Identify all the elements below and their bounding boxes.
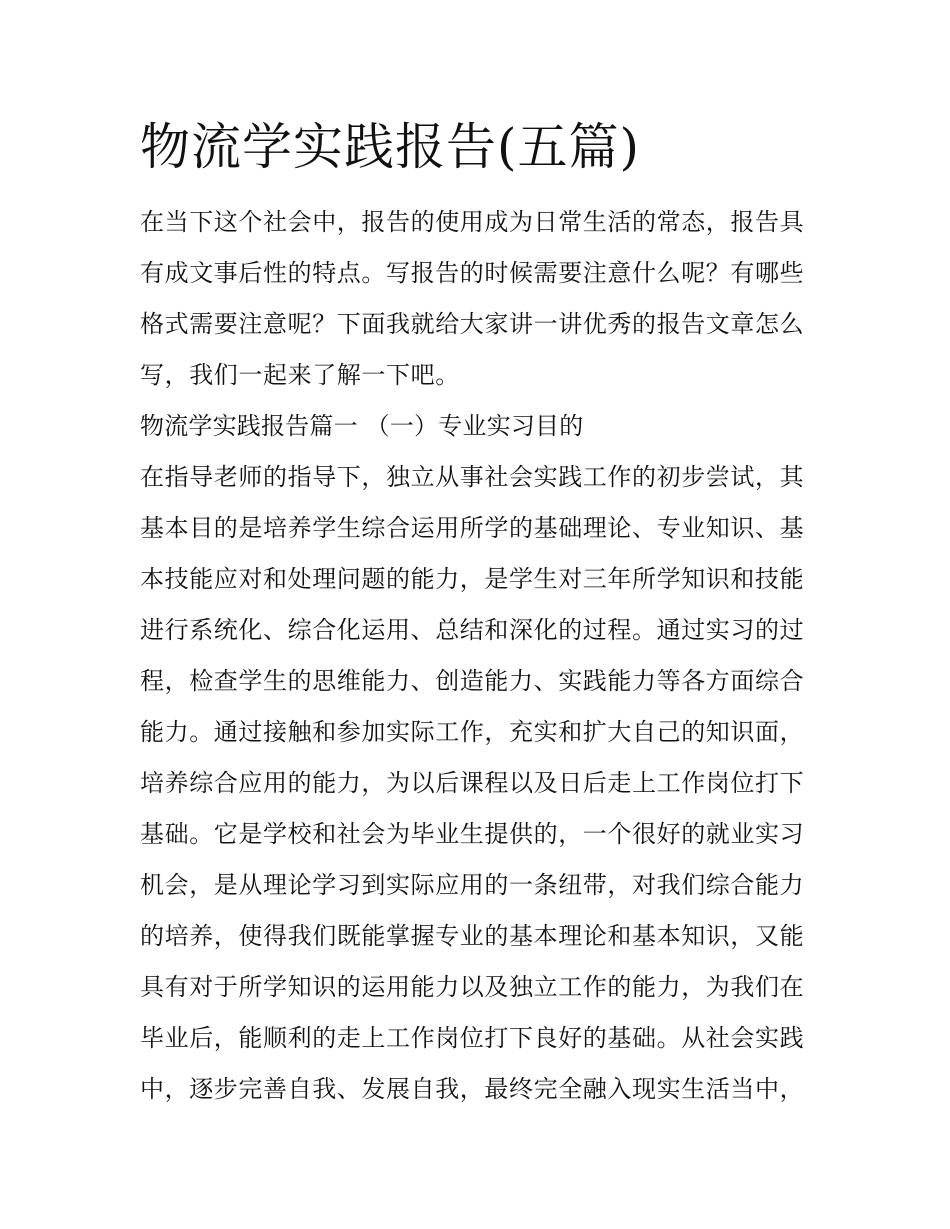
paragraph-line: 能力。通过接触和参加实际工作，充实和扩大自己的知识面， <box>140 718 805 746</box>
paragraph-line: 毕业后，能顺利的走上工作岗位打下良好的基础。从社会实践 <box>140 1024 805 1052</box>
paragraph-line: 基本目的是培养学生综合运用所学的基础理论、专业知识、基 <box>140 514 805 542</box>
paragraph-line: 本技能应对和处理问题的能力，是学生对三年所学知识和技能 <box>140 565 805 593</box>
paragraph-line: 程，检查学生的思维能力、创造能力、实践能力等各方面综合 <box>140 667 805 695</box>
paragraph-line: 在指导老师的指导下，独立从事社会实践工作的初步尝试，其 <box>140 463 805 491</box>
document-title: 物流学实践报告(五篇) <box>140 118 641 176</box>
intro-line: 有成文事后性的特点。写报告的时候需要注意什么呢？有哪些 <box>140 259 805 287</box>
paragraph-line: 具有对于所学知识的运用能力以及独立工作的能力，为我们在 <box>140 973 805 1001</box>
paragraph-line: 基础。它是学校和社会为毕业生提供的，一个很好的就业实习 <box>140 820 805 848</box>
section-heading: 物流学实践报告篇一 （一）专业实习目的 <box>140 412 584 440</box>
paragraph-line: 机会，是从理论学习到实际应用的一条纽带，对我们综合能力 <box>140 871 805 899</box>
intro-line: 写，我们一起来了解一下吧。 <box>140 361 460 389</box>
paragraph-line: 培养综合应用的能力，为以后课程以及日后走上工作岗位打下 <box>140 769 805 797</box>
intro-line: 在当下这个社会中，报告的使用成为日常生活的常态，报告具 <box>140 208 805 236</box>
paragraph-line: 的培养，使得我们既能掌握专业的基本理论和基本知识，又能 <box>140 922 805 950</box>
intro-line: 格式需要注意呢？下面我就给大家讲一讲优秀的报告文章怎么 <box>140 310 805 338</box>
paragraph-line: 进行系统化、综合化运用、总结和深化的过程。通过实习的过 <box>140 616 805 644</box>
paragraph-line: 中，逐步完善自我、发展自我，最终完全融入现实生活当中， <box>140 1075 805 1103</box>
document-body <box>140 197 820 1115</box>
